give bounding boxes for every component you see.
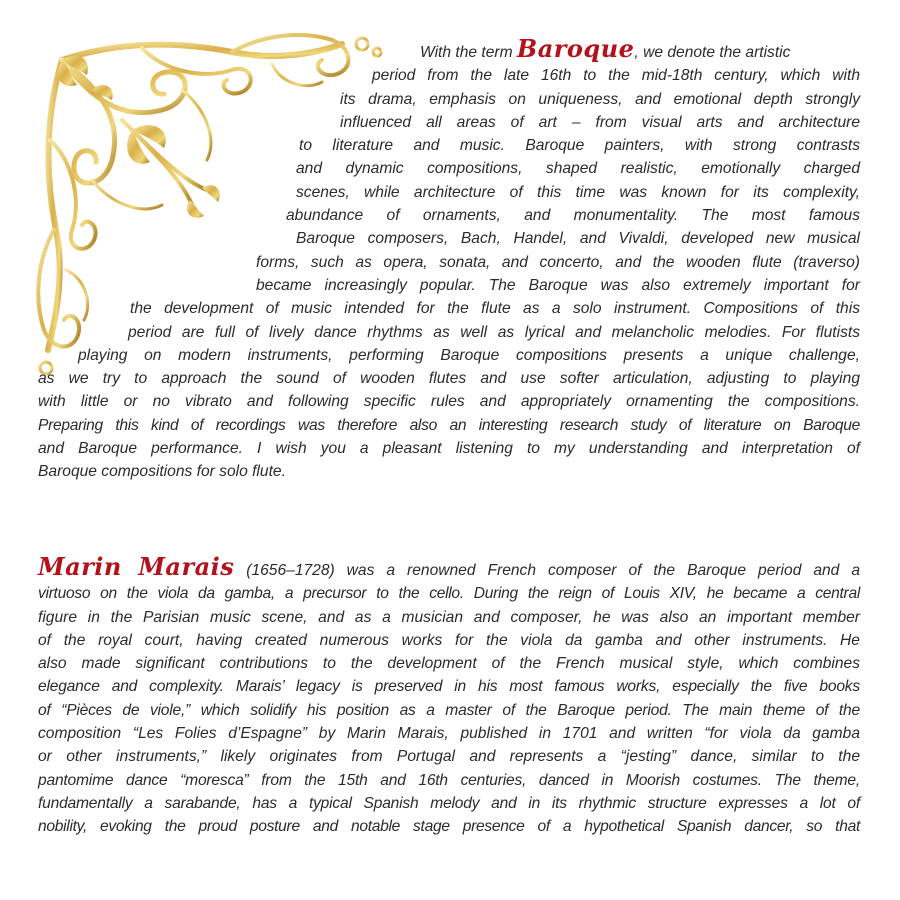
marais-line: fundamentally a sarabande, has a typical Spanish melody and in its rhythmic structure expresses a lot of <box>38 794 860 812</box>
intro-line: the development of music intended for the flute as a solo instrument. Compositions of this <box>130 300 860 318</box>
intro-line: With the term Baroque, we denote the artistic <box>420 34 791 63</box>
intro-line: influenced all areas of art – from visual arts and architecture <box>340 113 860 131</box>
intro-line: Baroque compositions for solo flute. <box>38 463 286 481</box>
marais-line: figure in the Parisian music scene, and as a musician and composer, he was also an important member <box>38 608 860 626</box>
intro-line: period from the late 16th to the mid-18th century, which with <box>372 67 860 85</box>
marais-line: nobility, evoking the proud posture and notable stage presence of a hypothetical Spanish dancer, so that <box>38 818 860 836</box>
marais-line: elegance and complexity. Marais’ legacy is preserved in his most famous works, especially the five books <box>38 678 860 696</box>
marais-line: Marin Marais (1656–1728) was a renowned French composer of the Baroque period and a <box>38 552 861 581</box>
intro-line: as we try to approach the sound of wooden flutes and use softer articulation, adjusting to playing <box>38 370 860 388</box>
marais-line: also made significant contributions to the development of the French musical style, which combines <box>38 655 860 673</box>
intro-line: to literature and music. Baroque painters, with strong contrasts <box>299 137 860 155</box>
intro-line: became increasingly popular. The Baroque was also extremely important for <box>256 276 860 294</box>
marais-line: of “Pièces de viole,” which solidify his position as a master of the Baroque period. The main theme of the <box>38 701 860 719</box>
marais-line: of the royal court, having created numerous works for the viola da gamba and other instruments. He <box>38 631 860 649</box>
marais-line: or other instruments,” likely originates from Portugal and represents a “jesting” dance, similar to the <box>38 748 860 766</box>
intro-line: its drama, emphasis on uniqueness, and emotional depth strongly <box>340 90 860 108</box>
intro-line: and Baroque performance. I wish you a pleasant listening to my understanding and interpretation of <box>38 440 860 458</box>
marais-line: virtuoso on the viola da gamba, a precursor to the cello. During the reign of Louis XIV, he became a central <box>38 585 860 603</box>
marais-line: composition “Les Folies d’Espagne” by Marin Marais, published in 1701 and written “for viola da gamba <box>38 725 860 743</box>
marais-line: pantomime dance “moresca” from the 15th and 16th centuries, danced in Moorish costumes. The theme, <box>38 771 860 789</box>
intro-line: scenes, while architecture of this time was known for its complexity, <box>296 183 860 201</box>
intro-paragraph <box>38 34 860 484</box>
intro-line: abundance of ornaments, and monumentality. The most famous <box>286 207 860 225</box>
intro-line: with little or no vibrato and following specific rules and appropriately ornamenting the compositions. <box>38 393 860 411</box>
intro-line: Baroque composers, Bach, Handel, and Vivaldi, developed new musical <box>296 230 860 248</box>
intro-line: playing on modern instruments, performing Baroque compositions presents a unique challenge, <box>78 346 860 364</box>
marais-paragraph <box>38 552 861 839</box>
intro-line: Preparing this kind of recordings was therefore also an interesting research study of literature on Baroque <box>38 416 860 434</box>
marais-name: Marin Marais <box>38 552 235 581</box>
intro-line: forms, such as opera, sonata, and concerto, and the wooden flute (traverso) <box>256 253 860 271</box>
intro-line: and dynamic compositions, shaped realistic, emotionally charged <box>296 160 860 178</box>
intro-line: period are full of lively dance rhythms as well as lyrical and melancholic melodies. For flutists <box>128 323 860 341</box>
baroque-term: Baroque <box>516 34 635 63</box>
